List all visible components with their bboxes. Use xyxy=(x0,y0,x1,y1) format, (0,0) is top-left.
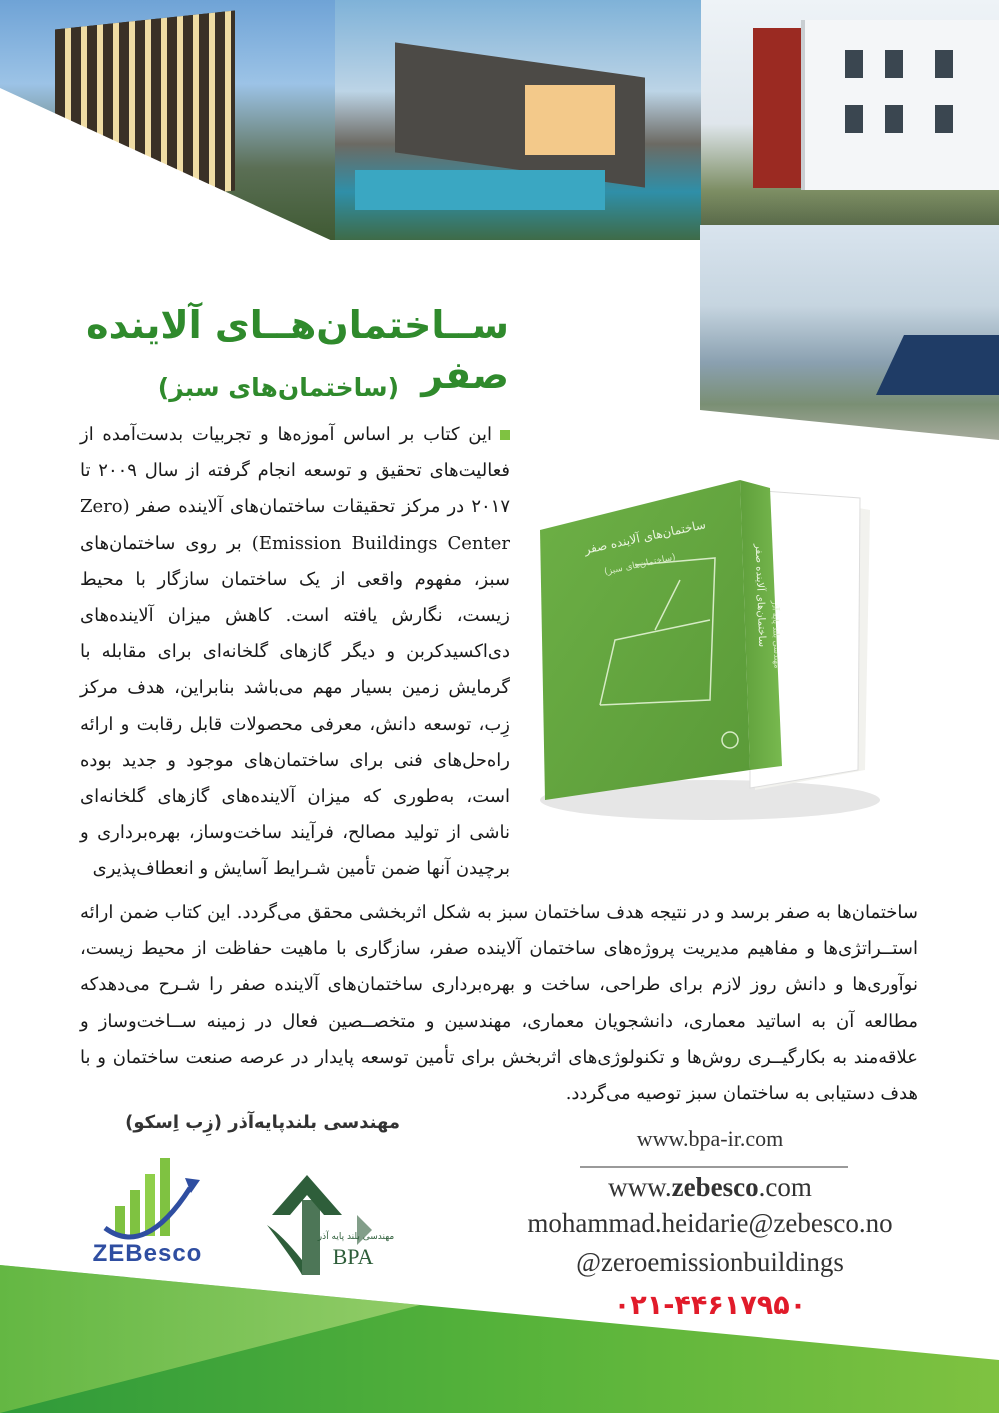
company-name: مهندسی بلندپایه‌آذر (زِب اِسکو) xyxy=(125,1112,400,1133)
zebesco-logo-prefix: ZEB xyxy=(92,1240,144,1267)
bullet-square-icon xyxy=(500,430,510,440)
social-handle[interactable]: @zeroemissionbuildings xyxy=(576,1247,844,1277)
poster-title: ســاختمان‌هــای آلاینده صفر xyxy=(86,303,509,397)
paragraph-1-text: این کتاب بر اساس آموزه‌ها و تجربیات بدست‌آمده از فعالیت‌های تحقیق و توسعه انجام گرفته از سال ۲۰۰۹ تا ۲۰۱۷ در مرکز تحقیقات ساختمان‌های آلاینده صفر (Zero Emission Buildings Center) بر روی ساختمان‌های سبز، مفهوم واقعی از یک ساختمان سازگار با محیط زیست، نگارش یافته است. کاهش میزان آلاینده‌های دی‌اکسیدکربن و دیگر گازهای گلخانه‌ای برای مقابله با گرمایش زمین بسیار مهم می‌باشد بنابراین، هدف مرکز زِب، توسعه دانش، معرفی محصولات قابل رقابت و ارائه راه‌حل‌های فنی برای ساختمان‌های موجود و جدید بوده است، به‌طوری که میزان آلاینده‌های گازهای گلخانه‌ای ناشی از تولید مصالح، فرآیند ساخت‌وساز، بهره‌برداری و برچیدن آنها ضمن تأمین شـرایط آسایش و انعطاف‌پذیری xyxy=(80,424,511,880)
zebesco-logo-suffix: esco xyxy=(143,1240,203,1267)
body-paragraph-2: ساختمان‌ها به صفر برسد و در نتیجه هدف ساختمان سبز به شکل اثربخشی محقق می‌گردد. این کتاب ضمن ارائه استــراتژی‌ها و مفاهیم مدیریت پروژه‌های ساختمان آلاینده صفر، سازگاری با ماهیت حفاظت از محیط زیست، نوآوری‌ها و دانش روز لازم برای طراحی، ساخت و بهره‌برداری ساختمان‌های آلاینده صفر را شـرح می‌دهدکه مطالعه آن به اساتید معماری، دانشجویان معماری، مهندسین و متخصــصین فعال در زمینه ســاخت‌وساز و علاقه‌مند به بکارگیــری روش‌ها و تکنولوژی‌های اثربخش برای تأمین توسعه پایدار در عرصه صنعت ساختمان و با هدف دستیابی به ساختمان سبز توصیه می‌گردد. xyxy=(80,902,918,1105)
phone-number[interactable]: ۰۲۱-۴۴۶۱۷۹۵۰ xyxy=(613,1290,807,1321)
body-paragraph-1 xyxy=(80,417,510,888)
website-zebesco-suffix: .com xyxy=(758,1172,812,1202)
book-spine-title: ساختمان‌های آلاینده صفر xyxy=(752,543,768,648)
zebesco-logo-text xyxy=(85,1240,210,1268)
website-zebesco[interactable] xyxy=(480,1172,940,1203)
contact-divider xyxy=(580,1166,848,1168)
website-zebesco-domain: zebesco xyxy=(671,1172,759,1202)
book-spine-subtitle: مهندسی بلند پایه آذر xyxy=(770,600,782,669)
book-cover-subtitle: (ساختمان‌های سبز) xyxy=(603,552,677,578)
book-cover-title: ساختمان‌های آلاینده صفر xyxy=(583,517,707,557)
bpa-logo-text: BPA xyxy=(332,1244,374,1269)
poster-subtitle: (ساختمان‌های سبز) xyxy=(157,373,399,402)
website-zebesco-prefix: www. xyxy=(608,1172,672,1202)
bpa-logo-caption: مهندسی بلند پایه آذر xyxy=(317,1232,395,1242)
contact-email[interactable]: mohammad.heidarie@zebesco.no xyxy=(527,1208,893,1238)
website-bpa[interactable]: www.bpa-ir.com xyxy=(636,1126,784,1151)
